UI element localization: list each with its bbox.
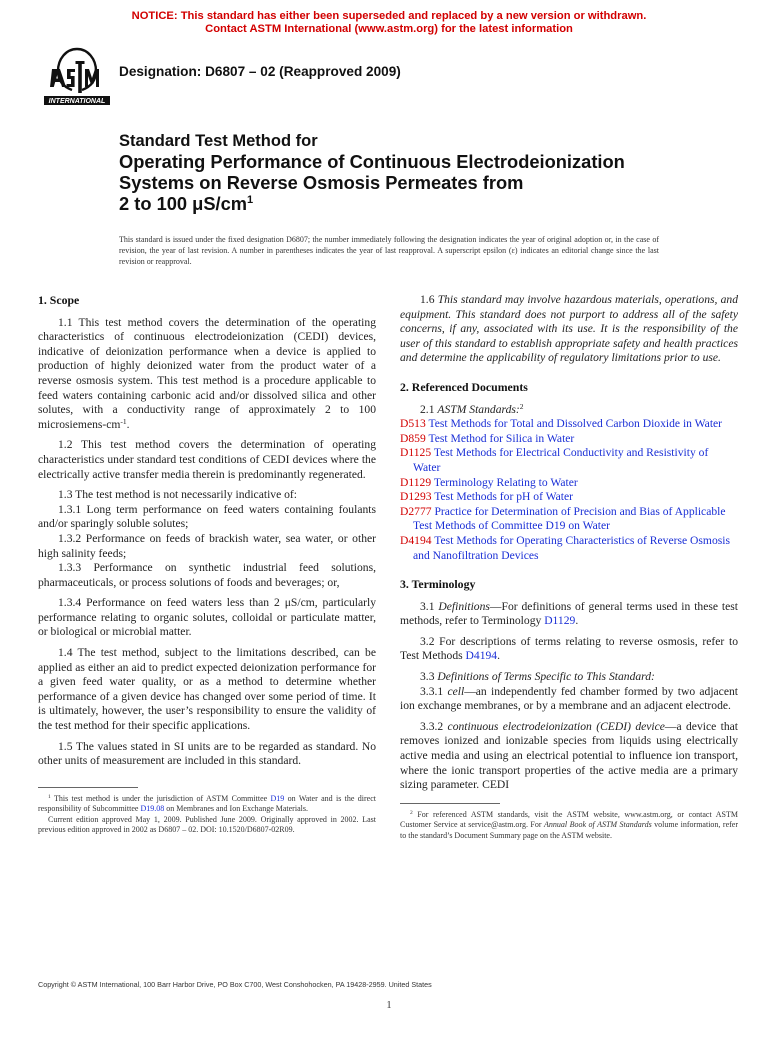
notice-line-2: Contact ASTM International (www.astm.org) for the latest information bbox=[205, 22, 573, 35]
paragraph-1-3-2: 1.3.2 Performance on feeds of brackish water, sea water, or other high salinity feeds; bbox=[38, 531, 376, 560]
paragraph-3-3-2: 3.3.2 continuous electrodeionization (CEDI) device—a device that removes ionized and ionizable species from liquids using electrically active media and using an electrical potential to influence ion transport, where the ionic transport properties of the active media are a primary sizing parameter. CEDI bbox=[400, 719, 738, 792]
paragraph-1-3-1: 1.3.1 Long term performance on feed waters containing foulants and/or sparingly soluble solutes; bbox=[38, 502, 376, 531]
paragraph-3-3: 3.3 Definitions of Terms Specific to This Standard: bbox=[420, 670, 655, 684]
withdrawn-notice bbox=[0, 10, 778, 35]
title-line-4: 2 to 100 μS/cm bbox=[119, 193, 248, 214]
astm-logo-icon bbox=[42, 45, 112, 107]
footnote-divider bbox=[400, 803, 500, 804]
reference-item[interactable]: D2777 Practice for Determination of Precision and Bias of Applicable Test Methods of Committee D19 on Water bbox=[400, 504, 726, 533]
left-column bbox=[38, 293, 376, 835]
logo-wordmark: INTERNATIONAL bbox=[48, 98, 106, 106]
paragraph-3-3-1: 3.3.1 cell—an independently fed chamber formed by two adjacent ion exchange membranes, or by a membrane and an adjacent electrode. bbox=[400, 684, 738, 713]
paragraph-1-5: 1.5 The values stated in SI units are to be regarded as standard. No other units of measurement are included in this standard. bbox=[38, 739, 376, 768]
copyright-line: Copyright © ASTM International, 100 Barr Harbor Drive, PO Box C700, West Conshohocken, PA 19428-2959. United States bbox=[38, 980, 432, 989]
title-line-1: Standard Test Method for bbox=[119, 132, 318, 150]
referenced-documents-heading: 2. Referenced Documents bbox=[400, 379, 528, 394]
paragraph-1-6: 1.6 This standard may involve hazardous materials, operations, and equipment. This standard does not purport to address all of the safety concerns, if any, associated with its use. It is the responsibility of the user of this standard to establish appropriate safety and health practices and determine the applicability of regulatory limitations prior to use. bbox=[400, 293, 738, 365]
designation: Designation: D6807 – 02 (Reapproved 2009) bbox=[119, 64, 401, 79]
link-d1129[interactable]: D1129 bbox=[544, 614, 576, 628]
paragraph-1-1: 1.1 This test method covers the determination of the operating characteristics of continuous electrodeionization (CEDI) devices, indicative of deionization performance when a device is applied to production of highly deionized water from the product water of a reverse osmosis system. This test method is a procedure applicable to feed waters containing carbonic acid and/or dissolved silica and other solutes, with a conductivity range of approximately 2 to 100 microsiemens-$cm^{-1}$. bbox=[38, 315, 376, 431]
astm-standards-intro: 2.1 ASTM Standards:$^2$ bbox=[420, 401, 524, 416]
reference-item[interactable]: D4194 Test Methods for Operating Characteristics of Reverse Osmosis and Nanofiltration Devices bbox=[400, 533, 730, 562]
footnote-1-edition: Current edition approved May 1, 2009. Published June 2009. Originally approved in 2002. Last previous edition approved in 2002 as D6807 – 02. DOI: 10.1520/D6807-02R09. bbox=[38, 814, 376, 835]
paragraph-1-2: 1.2 This test method covers the determination of operating characteristics under standard test conditions of CEDI devices where the electrically active transfer media therein is predominantly regenerated. bbox=[38, 438, 376, 481]
document-title bbox=[119, 132, 625, 214]
paragraph-3-2: 3.2 For descriptions of terms relating to reverse osmosis, refer to Test Methods D4194. bbox=[400, 634, 738, 663]
reference-item[interactable]: D1129 Terminology Relating to Water bbox=[400, 475, 578, 489]
footnote-1: $^1$ This test method is under the jurisdiction of ASTM Committee D19 on Water and is the direct responsibility of Subcommittee D19.08 on Membranes and Ion Exchange Materials. Current edition approved May 1, 2009. Published June 2009. Originally approved in 2002. Last previous edition approved in 2002 as D6807 – 02. DOI: 10.1520/D6807-02R09. bbox=[38, 793, 377, 835]
paragraph-3-1: 3.1 Definitions—For definitions of general terms used in these test methods, refer to Terminology D1129. bbox=[400, 599, 738, 628]
issued-note: This standard is issued under the fixed designation D6807; the number immediately following the designation indicates the year of original adoption or, in the case of revision, the year of last revision. A number in parentheses indicates the year of last reapproval. A superscript epsilon (ε) indicates an editorial change since the last revision or reapproval. bbox=[119, 235, 659, 266]
title-line-2: Operating Performance of Continuous Electrodeionization bbox=[119, 151, 625, 172]
paragraph-1-3-3: 1.3.3 Performance on synthetic industrial feed solutions, pharmaceuticals, or process solutions of foods and beverages; or, bbox=[38, 561, 376, 589]
reference-item[interactable]: D1293 Test Methods for pH of Water bbox=[400, 490, 574, 504]
paragraph-1-3-4: 1.3.4 Performance on feed waters less than 2 μS/cm, particularly performance relating to organic solutes, colloidal or particulate matter, or biological or microbial matter. bbox=[38, 596, 376, 639]
link-d4194[interactable]: D4194 bbox=[465, 649, 498, 663]
title-line-3: Systems on Reverse Osmosis Permeates from bbox=[119, 172, 524, 193]
paragraph-1-4: 1.4 The test method, subject to the limitations described, can be applied as either an aid to predict expected deionization performance for a given feed water quality, or as a method to determine whether performance of a given device has changed over some period of time. It is ultimately, however, the user’s responsibility to ensure the validity of the test method for their specific applications. bbox=[38, 646, 376, 733]
footnote-divider bbox=[38, 787, 138, 788]
title-footnote-mark: 1 bbox=[247, 194, 254, 206]
reference-list bbox=[400, 417, 738, 563]
scope-heading: 1. Scope bbox=[38, 293, 80, 307]
notice-line-1: NOTICE: This standard has either been superseded and replaced by a new version or withdrawn. bbox=[131, 10, 647, 22]
paragraph-1-3: 1.3 The test method is not necessarily indicative of: bbox=[58, 488, 298, 502]
link-d19[interactable]: D19 bbox=[270, 793, 285, 803]
reference-item[interactable]: D1125 Test Methods for Electrical Conductivity and Resistivity of Water bbox=[400, 446, 709, 474]
page-number: 1 bbox=[386, 1000, 392, 1011]
reference-item[interactable]: D513 Test Methods for Total and Dissolved Carbon Dioxide in Water bbox=[400, 417, 723, 431]
reference-item[interactable]: D859 Test Method for Silica in Water bbox=[400, 431, 575, 445]
right-column bbox=[400, 293, 738, 841]
link-d19-08[interactable]: D19.08 bbox=[140, 804, 165, 814]
terminology-heading: 3. Terminology bbox=[400, 577, 476, 592]
footnote-2: $^2$ For referenced ASTM standards, visit the ASTM website, www.astm.org, or contact ASTM Customer Service at service@astm.org. For Annual Book of ASTM Standards volume information, refer to the standard’s Document Summary page on the ASTM website. bbox=[400, 809, 739, 840]
